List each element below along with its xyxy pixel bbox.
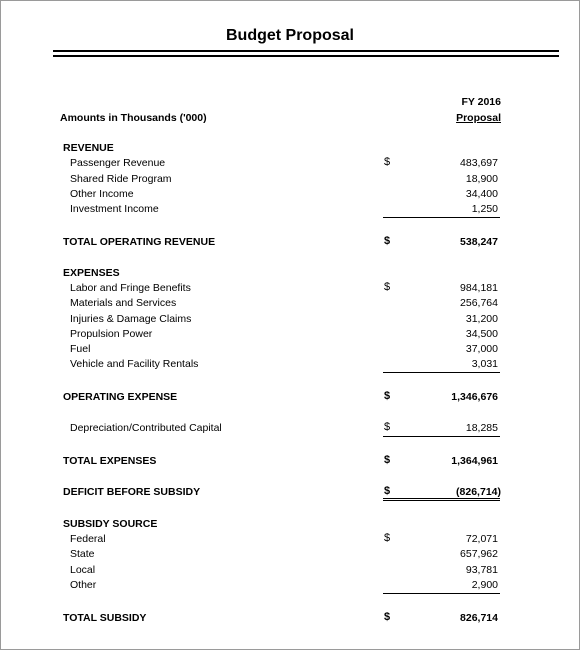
revenue-heading: REVENUE (63, 142, 114, 154)
dollar-sign: $ (384, 156, 391, 168)
total-expenses-label: TOTAL EXPENSES (63, 455, 157, 467)
expense-item-value: 34,500 (465, 328, 498, 340)
amounts-label: Amounts in Thousands ('000) (60, 112, 207, 124)
dollar-sign: $ (384, 454, 391, 466)
dollar-sign: $ (384, 485, 391, 497)
subsidy-heading: SUBSIDY SOURCE (63, 518, 158, 530)
revenue-item-label: Shared Ride Program (70, 173, 172, 185)
expense-item-label: Materials and Services (70, 297, 177, 309)
subsidy-item-label: State (70, 548, 95, 560)
dollar-sign: $ (384, 532, 391, 544)
subsidy-item-value: 72,071 (465, 533, 498, 545)
subsidy-item-label: Other (70, 579, 97, 591)
deficit-value: (826,714) (456, 486, 501, 498)
revenue-item-value: 1,250 (471, 203, 498, 215)
expense-item-label: Propulsion Power (70, 328, 153, 340)
depreciation-label: Depreciation/Contributed Capital (70, 422, 222, 434)
expense-item-value: 37,000 (465, 343, 498, 355)
expense-item-value: 3,031 (471, 358, 498, 370)
dollar-sign: $ (384, 421, 391, 433)
subsidy-item-label: Local (70, 564, 96, 576)
subtotal-rule (383, 593, 500, 594)
dollar-sign: $ (384, 235, 391, 247)
revenue-item-label: Passenger Revenue (70, 157, 166, 169)
revenue-item-value: 34,400 (465, 188, 498, 200)
expenses-heading: EXPENSES (63, 267, 120, 279)
total-operating-revenue-value: 538,247 (460, 236, 498, 248)
subsidy-item-value: 2,900 (471, 579, 498, 591)
depreciation-value: 18,285 (465, 422, 498, 434)
operating-expense-value: 1,346,676 (451, 391, 498, 403)
subtotal-rule (383, 436, 500, 437)
dollar-sign: $ (384, 281, 391, 293)
expense-item-value: 256,764 (460, 297, 498, 309)
revenue-item-value: 483,697 (460, 157, 498, 169)
deficit-double-rule (383, 498, 500, 501)
subtotal-rule (383, 217, 500, 218)
subtotal-rule (383, 372, 500, 373)
expense-item-label: Fuel (70, 343, 91, 355)
proposal-label: Proposal (456, 112, 501, 124)
total-subsidy-label: TOTAL SUBSIDY (63, 612, 147, 624)
revenue-item-label: Other Income (70, 188, 134, 200)
subsidy-item-label: Federal (70, 533, 106, 545)
total-operating-revenue-label: TOTAL OPERATING REVENUE (63, 236, 216, 248)
expense-item-label: Labor and Fringe Benefits (70, 282, 191, 294)
subsidy-item-value: 657,962 (460, 548, 498, 560)
revenue-item-value: 18,900 (465, 173, 498, 185)
expense-item-label: Injuries & Damage Claims (70, 313, 192, 325)
total-expenses-value: 1,364,961 (451, 455, 498, 467)
operating-expense-label: OPERATING EXPENSE (63, 391, 178, 403)
expense-item-value: 31,200 (465, 313, 498, 325)
dollar-sign: $ (384, 390, 391, 402)
dollar-sign: $ (384, 611, 391, 623)
expense-item-value: 984,181 (460, 282, 498, 294)
expense-item-label: Vehicle and Facility Rentals (70, 358, 199, 370)
subsidy-item-value: 93,781 (465, 564, 498, 576)
document-title: Budget Proposal (225, 27, 354, 44)
total-subsidy-value: 826,714 (460, 612, 498, 624)
deficit-label: DEFICIT BEFORE SUBSIDY (63, 486, 201, 498)
fy-label: FY 2016 (461, 96, 501, 108)
title-double-rule (53, 50, 559, 57)
revenue-item-label: Investment Income (70, 203, 159, 215)
